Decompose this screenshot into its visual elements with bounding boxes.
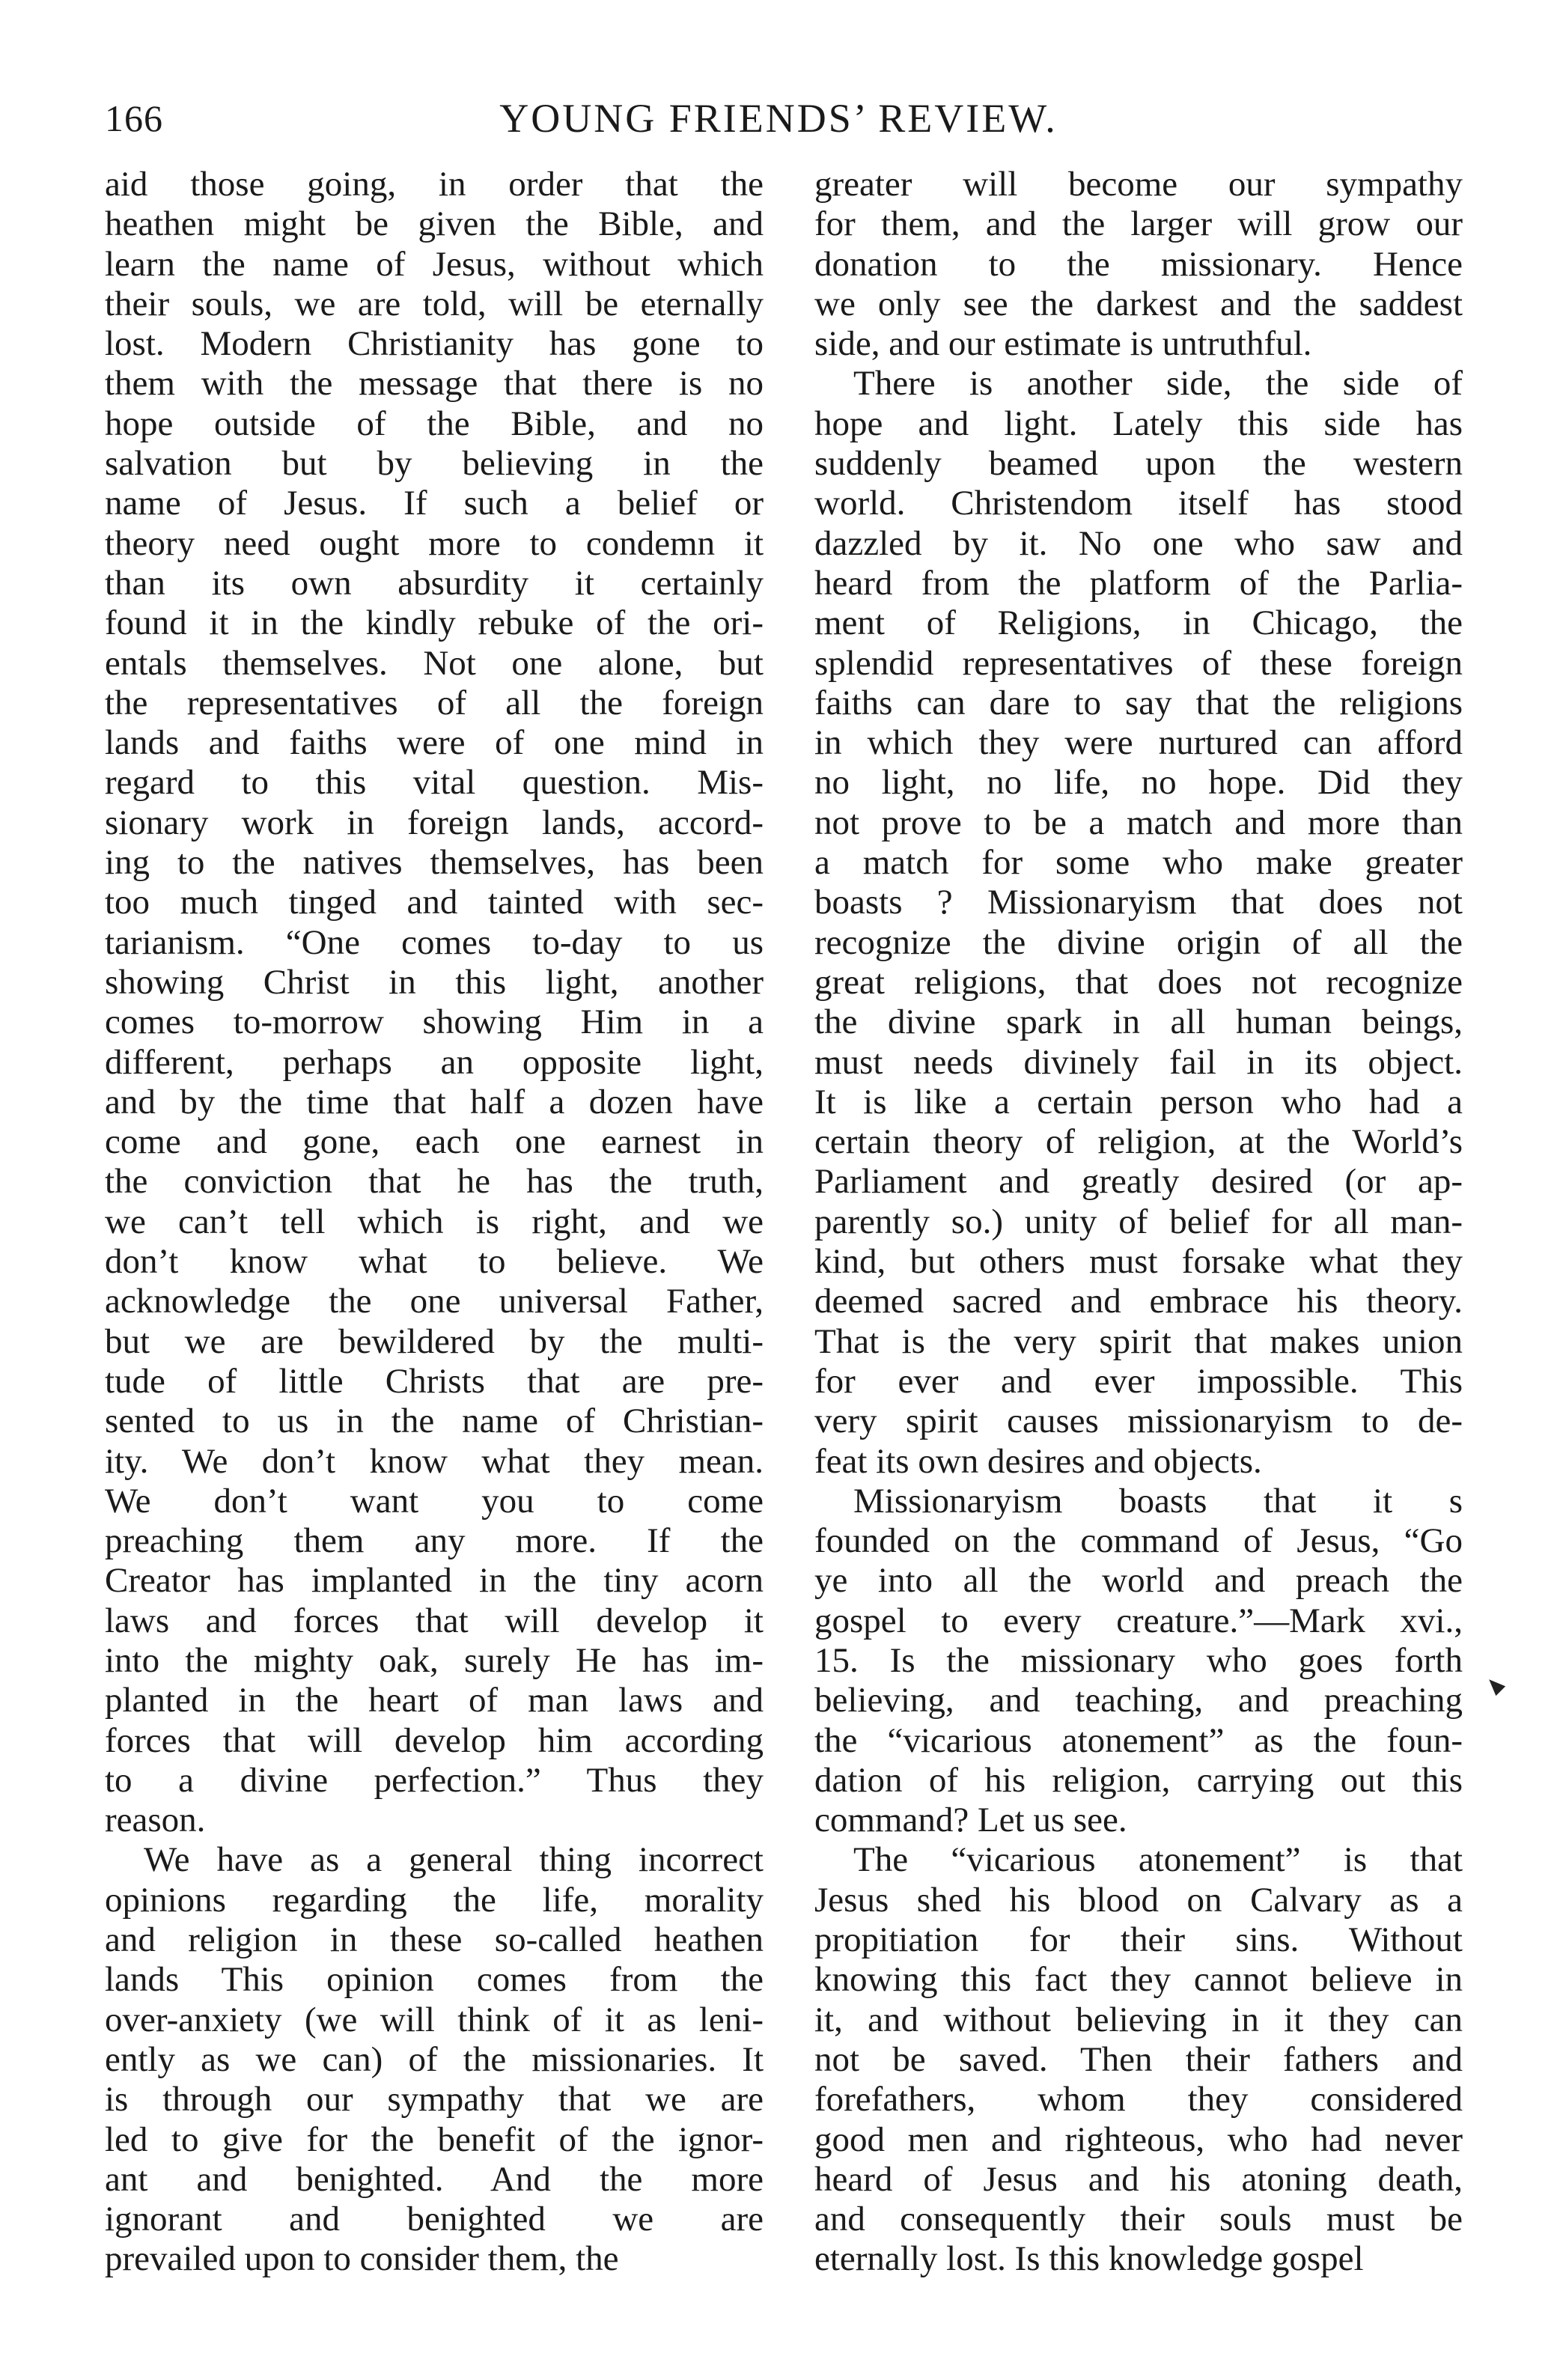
text-line: Missionaryism boasts that it s — [853, 1481, 1463, 1521]
text-line: comes to-morrow showing Him in a — [105, 1002, 764, 1042]
text-line: hope and light. Lately this side has — [814, 404, 1463, 443]
text-line: is through our sympathy that we are — [105, 2080, 764, 2119]
text-line: recognize the divine origin of all the — [814, 922, 1463, 962]
text-line: salvation but by believing in the — [105, 444, 764, 484]
text-line: side, and our estimate is untruthful. — [814, 324, 1312, 364]
text-line: in which they were nurtured can afford — [814, 723, 1463, 763]
text-line: ment of Religions, in Chicago, the — [814, 603, 1463, 643]
text-line: knowing this fact they cannot believe in — [814, 1960, 1463, 2000]
text-line: donation to the missionary. Hence — [814, 244, 1463, 284]
text-line: but we are bewildered by the multi- — [105, 1321, 764, 1361]
text-line: don’t know what to believe. We — [105, 1242, 764, 1282]
text-line: regard to this vital question. Mis- — [105, 763, 764, 803]
text-line: planted in the heart of man laws and — [105, 1681, 764, 1720]
text-line: ity. We don’t know what they mean. — [105, 1441, 764, 1481]
text-line: led to give for the benefit of the ignor- — [105, 2119, 764, 2159]
text-line: eternally lost. Is this knowledge gospel — [814, 2239, 1364, 2279]
text-line: That is the very spirit that makes union — [814, 1321, 1463, 1361]
text-line: believing, and teaching, and preaching — [814, 1681, 1463, 1720]
text-line: tude of little Christs that are pre- — [105, 1361, 764, 1401]
text-line: very spirit causes missionaryism to de- — [814, 1401, 1463, 1441]
text-line: for ever and ever impossible. This — [814, 1361, 1463, 1401]
text-line: ently as we can) of the missionaries. It — [105, 2039, 764, 2079]
text-line: Jesus shed his blood on Calvary as a — [814, 1880, 1463, 1920]
text-line: feat its own desires and objects. — [814, 1441, 1262, 1481]
text-line: heard from the platform of the Parlia- — [814, 563, 1463, 603]
text-line: aid those going, in order that the — [105, 165, 764, 204]
text-line: too much tinged and tainted with sec- — [105, 883, 764, 922]
text-line: preaching them any more. If the — [105, 1521, 764, 1561]
text-line: great religions, that does not recognize — [814, 962, 1463, 1002]
text-line: sented to us in the name of Christian- — [105, 1401, 764, 1441]
text-line: learn the name of Jesus, without which — [105, 244, 764, 284]
text-line: no light, no life, no hope. Did they — [814, 763, 1463, 803]
text-line: Parliament and greatly desired (or ap- — [814, 1162, 1463, 1202]
text-line: showing Christ in this light, another — [105, 962, 764, 1002]
text-line: lost. Modern Christianity has gone to — [105, 324, 764, 364]
text-line: deemed sacred and embrace his theory. — [814, 1282, 1463, 1321]
text-line: it, and without believing in it they can — [814, 2000, 1463, 2039]
text-line: their souls, we are told, will be eternally — [105, 284, 764, 323]
text-line: the “vicarious atonement” as the foun- — [814, 1720, 1463, 1760]
text-line: come and gone, each one earnest in — [105, 1122, 764, 1162]
text-line: opinions regarding the life, morality — [105, 1880, 764, 1920]
text-line: entals themselves. Not one alone, but — [105, 643, 764, 683]
page-number: 166 — [105, 97, 163, 139]
text-line: over-anxiety (we will think of it as leni- — [105, 2000, 764, 2039]
text-line: We don’t want you to come — [105, 1481, 764, 1521]
text-line: faiths can dare to say that the religions — [814, 683, 1463, 722]
text-line: dation of his religion, carrying out this — [814, 1760, 1463, 1800]
text-line: found it in the kindly rebuke of the ori- — [105, 603, 764, 643]
text-line: a match for some who make greater — [814, 843, 1463, 883]
text-line: There is another side, the side of — [853, 364, 1463, 404]
text-line: into the mighty oak, surely He has im- — [105, 1640, 764, 1680]
text-line: not be saved. Then their fathers and — [814, 2039, 1463, 2079]
text-line: heathen might be given the Bible, and — [105, 204, 764, 244]
text-line: ignorant and benighted we are — [105, 2200, 764, 2239]
text-line: greater will become our sympathy — [814, 165, 1463, 204]
text-line: tarianism. “One comes to-day to us — [105, 922, 764, 962]
text-line: Creator has implanted in the tiny acorn — [105, 1561, 764, 1601]
text-line: we can’t tell which is right, and we — [105, 1202, 764, 1241]
right-column — [814, 165, 1463, 2280]
text-line: and religion in these so-called heathen — [105, 1920, 764, 1960]
text-line: ing to the natives themselves, has been — [105, 843, 764, 883]
text-line: world. Christendom itself has stood — [814, 484, 1463, 523]
text-line: It is like a certain person who had a — [814, 1082, 1463, 1121]
text-line: the divine spark in all human beings, — [814, 1002, 1463, 1042]
page-header — [105, 88, 1452, 148]
running-title: YOUNG FRIENDS’ REVIEW. — [499, 96, 1058, 141]
text-line: ye into all the world and preach the — [814, 1561, 1463, 1601]
text-line: and by the time that half a dozen have — [105, 1082, 764, 1121]
text-line: gospel to every creature.”—Mark xvi., — [814, 1601, 1463, 1640]
text-line: dazzled by it. No one who saw and — [814, 523, 1463, 563]
text-line: boasts ? Missionaryism that does not — [814, 883, 1463, 922]
text-line: laws and forces that will develop it — [105, 1601, 764, 1640]
text-line: certain theory of religion, at the World’s — [814, 1122, 1463, 1162]
text-line: parently so.) unity of belief for all man- — [814, 1202, 1463, 1241]
text-line: founded on the command of Jesus, “Go — [814, 1521, 1463, 1561]
text-line: different, perhaps an opposite light, — [105, 1042, 764, 1082]
text-line: we only see the darkest and the saddest — [814, 284, 1463, 323]
text-line: command? Let us see. — [814, 1801, 1127, 1840]
text-line: 15. Is the missionary who goes forth — [814, 1640, 1463, 1680]
text-line: The “vicarious atonement” is that — [853, 1840, 1463, 1880]
text-line: the representatives of all the foreign — [105, 683, 764, 722]
left-column — [105, 165, 764, 2280]
text-line: heard of Jesus and his atoning death, — [814, 2159, 1463, 2199]
text-line: suddenly beamed upon the western — [814, 444, 1463, 484]
text-line: them with the message that there is no — [105, 364, 764, 404]
text-line: lands and faiths were of one mind in — [105, 723, 764, 763]
text-line: We have as a general thing incorrect — [144, 1840, 764, 1880]
text-line: for them, and the larger will grow our — [814, 204, 1463, 244]
text-line: splendid representatives of these foreign — [814, 643, 1463, 683]
text-line: forefathers, whom they considered — [814, 2080, 1463, 2119]
margin-mark-icon — [1484, 1675, 1505, 1696]
text-line: than its own absurdity it certainly — [105, 563, 764, 603]
text-line: name of Jesus. If such a belief or — [105, 484, 764, 523]
text-line: theory need ought more to condemn it — [105, 523, 764, 563]
text-line: kind, but others must forsake what they — [814, 1242, 1463, 1282]
text-line: lands This opinion comes from the — [105, 1960, 764, 2000]
text-line: hope outside of the Bible, and no — [105, 404, 764, 443]
text-line: ant and benighted. And the more — [105, 2159, 764, 2199]
text-line: prevailed upon to consider them, the — [105, 2239, 619, 2279]
text-line: reason. — [105, 1801, 206, 1840]
text-line: good men and righteous, who had never — [814, 2119, 1463, 2159]
text-line: acknowledge the one universal Father, — [105, 1282, 764, 1321]
text-line: the conviction that he has the truth, — [105, 1162, 764, 1202]
text-line: sionary work in foreign lands, accord- — [105, 803, 764, 842]
text-line: and consequently their souls must be — [814, 2200, 1463, 2239]
text-line: not prove to be a match and more than — [814, 803, 1463, 842]
text-line: must needs divinely fail in its object. — [814, 1042, 1463, 1082]
text-line: forces that will develop him according — [105, 1720, 764, 1760]
text-line: propitiation for their sins. Without — [814, 1920, 1463, 1960]
text-line: to a divine perfection.” Thus they — [105, 1760, 764, 1800]
